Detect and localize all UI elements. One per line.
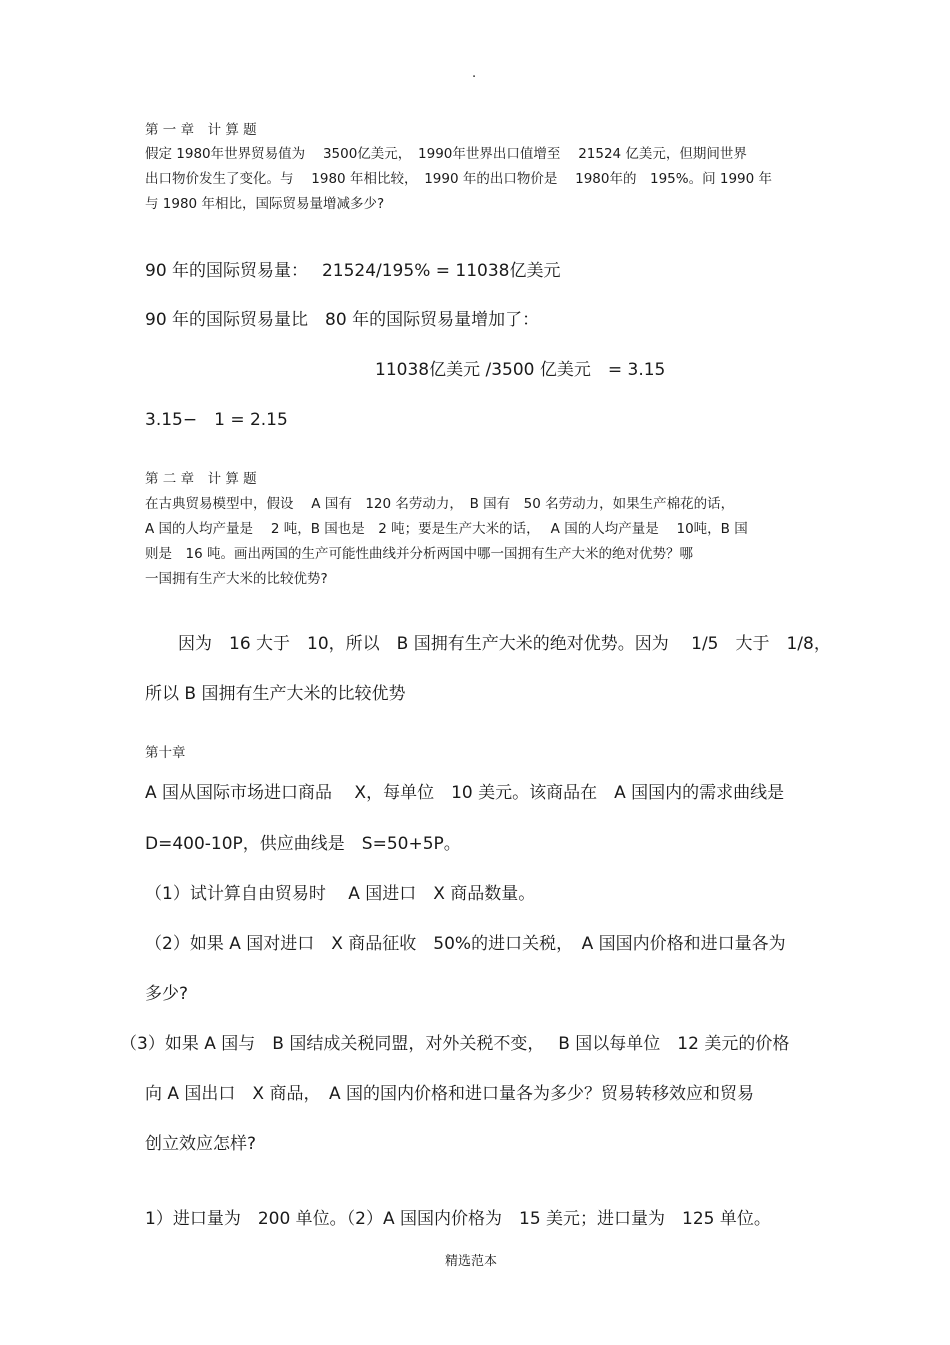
chapter1-question-line-2: 出口物价发生了变化。与 1980 年相比较， 1990 年的出口物价是 1980年的 195%。问 1990 年 [145, 171, 773, 187]
chapter10-answer: 1）进口量为 200 单位。（2）A 国国内价格为 15 美元；进口量为 125 单位。 [145, 1209, 771, 1229]
chapter1-question-line-1: 假定 1980年世界贸易值为 3500亿美元， 1990年世界出口值增至 21524 亿美元，但期间世界 [145, 146, 747, 162]
chapter10-line-3: （1）试计算自由贸易时 A 国进口 X 商品数量。 [145, 884, 536, 904]
chapter2-answer-line-2: 所以 B 国拥有生产大米的比较优势 [145, 684, 406, 704]
header-dot: . [472, 66, 477, 81]
chapter10-line-1: A 国从国际市场进口商品 X，每单位 10 美元。该商品在 A 国国内的需求曲线是 [145, 783, 785, 803]
chapter1-answer-line-4: 3.15− 1 = 2.15 [145, 410, 288, 430]
chapter1-heading: 第 一 章 计 算 题 [145, 122, 257, 138]
chapter2-answer-line-1: 因为 16 大于 10，所以 B 国拥有生产大米的绝对优势。因为 1/5 大于 1/8， [178, 634, 831, 654]
chapter1-answer-line-3: 11038亿美元 /3500 亿美元 = 3.15 [375, 360, 666, 380]
chapter2-question-line-4: 一国拥有生产大米的比较优势? [145, 571, 328, 587]
chapter10-line-6: （3）如果 A 国与 B 国结成关税同盟，对外关税不变， B 国以每单位 12 美元的价格 [120, 1034, 790, 1054]
chapter2-question-line-2: A 国的人均产量是 2 吨，B 国也是 2 吨；要是生产大米的话， A 国的人均产量是 10吨，B 国 [145, 521, 748, 537]
chapter10-heading: 第十章 [145, 745, 186, 761]
chapter2-question-line-1: 在古典贸易模型中，假设 A 国有 120 名劳动力， B 国有 50 名劳动力，如果生产棉花的话， [145, 496, 735, 512]
chapter10-line-8: 创立效应怎样? [145, 1134, 257, 1154]
chapter10-line-4: （2）如果 A 国对进口 X 商品征收 50%的进口关税， A 国国内价格和进口量各为 [145, 934, 786, 954]
chapter1-question-line-3: 与 1980 年相比，国际贸易量增减多少? [145, 196, 385, 212]
chapter1-answer-line-2: 90 年的国际贸易量比 80 年的国际贸易量增加了： [145, 310, 540, 330]
chapter10-line-5: 多少? [145, 984, 189, 1004]
chapter10-line-2: D=400-10P，供应曲线是 S=50+5P。 [145, 834, 461, 854]
chapter2-question-line-3: 则是 16 吨。画出两国的生产可能性曲线并分析两国中哪一国拥有生产大米的绝对优势？哪 [145, 546, 693, 562]
chapter10-line-7: 向 A 国出口 X 商品， A 国的国内价格和进口量各为多少？贸易转移效应和贸易 [145, 1084, 755, 1104]
footer-label: 精选范本 [445, 1254, 498, 1269]
chapter1-answer-line-1: 90 年的国际贸易量： 21524/195% = 11038亿美元 [145, 261, 561, 281]
chapter2-heading: 第 二 章 计 算 题 [145, 471, 257, 487]
